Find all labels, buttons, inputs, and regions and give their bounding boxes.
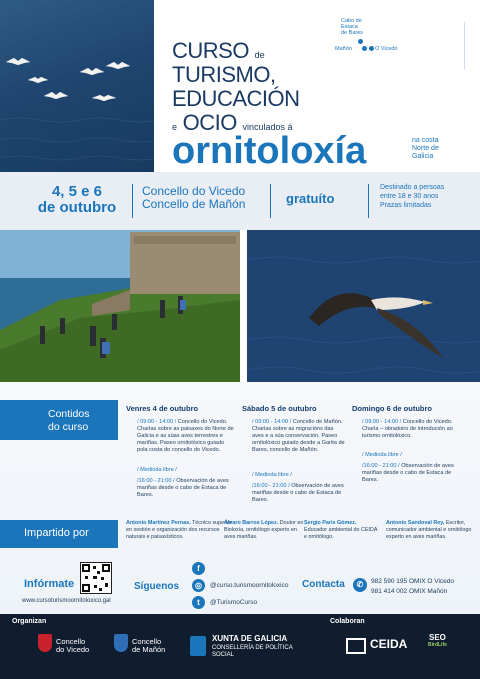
venues: Concello do Vicedo Concello de Mañón (142, 184, 246, 211)
day1-title: Venres 4 de outubro (126, 404, 199, 413)
map-label-vicedo: O Vicedo (375, 46, 398, 52)
facebook-icon[interactable]: f (192, 562, 205, 575)
website-link[interactable]: www.cursoturismoornitoloxico.gal (22, 598, 111, 604)
title-turismo: TURISMO, (172, 62, 276, 87)
day3-afternoon: /16:00 - 21:00 / Observación de aves mariñas desde o cabo de Estaca de Bares. (362, 463, 454, 483)
twitter-handle[interactable]: @TurismoCurso (210, 599, 258, 606)
day2-title: Sábado 5 de outubro (242, 404, 317, 413)
map-label-manon: Mañón (335, 46, 352, 52)
teacher-3: Sergio Paris Gómez. Educador ambiental do CEIDA e ornitólogo. (304, 520, 378, 540)
day2-break: / Medioda libre / (252, 472, 292, 478)
map-coastline (464, 22, 465, 70)
seabirds-photo (0, 0, 154, 172)
map-label-cabo: Cabo de Estaca de Bares (341, 18, 364, 37)
info-band (0, 172, 480, 230)
coastal-hill-illustration (0, 230, 240, 382)
teachers-heading: Impartido por (0, 520, 118, 548)
footer (0, 614, 480, 679)
teacher-1: Antonio Martínez Pernas. Técnico superior en xestión e organización dos recursos naturais e paisaxísticos. (126, 520, 232, 540)
collaborators-label: Colaboran (330, 618, 365, 625)
title-location: na costa Norte de Galicia (412, 137, 439, 161)
muni-vicedo: Concello do Vicedo (56, 637, 90, 655)
follow-label: Síguenos (134, 581, 180, 592)
manon-crest-icon (114, 634, 128, 652)
contents-heading: Contidos do curso (0, 400, 118, 440)
day3-title: Domingo 6 de outubro (352, 404, 432, 413)
shearwater-illustration (247, 230, 480, 382)
ceida-logo-icon (346, 638, 366, 654)
gulls-illustration (0, 0, 154, 172)
vicedo-crest-icon (38, 634, 52, 652)
day3-break: / Medioda libre / (362, 452, 402, 458)
title-curso: CURSO de (172, 38, 265, 63)
phone-icon: ✆ (353, 578, 367, 592)
teacher-2: Álvaro Barros López. Doutor en Bioloxía, ornitólogo experto en aves mariñas. (224, 520, 304, 540)
contact-label: Contacta (302, 579, 345, 590)
instagram-handle[interactable]: @curso.turismoornitoloxico (210, 582, 289, 589)
day2-afternoon: /16:00 - 21:00 / Observación de aves mariñas desde o cabo de Estaca de Bares. (252, 483, 344, 503)
teacher-4: Antonio Sandoval Rey. Escritor, comunicador ambiental e ornitólogo experto en aves mariñas. (386, 520, 472, 540)
qr-code-icon (81, 563, 111, 593)
title-ornitoloxia: ornitoloxía (172, 130, 367, 172)
informate-label: Infórmate (24, 578, 75, 590)
course-content-section (0, 382, 480, 614)
muni-manon: Concello de Mañón (132, 637, 166, 655)
day1-morning: / 09:00 - 14:00 / Concello do Vicedo. Charlas sobre as paisaxes do Norte de Galicia e as súas aves terrestres e mariñas. Paseo ornitolóxico guiado pola costa do concello do Vicedo. (137, 419, 234, 453)
band-divider-2 (270, 184, 271, 218)
free-label: gratuíto (286, 191, 335, 206)
xunta-name: XUNTA DE GALICIA (212, 634, 288, 643)
audience: Destinado a persoas entre 18 e 30 anos Prazas limitadas (380, 184, 445, 209)
observers-photo (0, 230, 240, 382)
xunta-logo-icon (190, 636, 206, 656)
day1-afternoon: /16:00 - 21:00 / Observación de aves mariñas desde o cabo de Estaca de Bares. (137, 478, 229, 498)
seo-logo: SEO BirdLife (428, 633, 447, 648)
phone-numbers: 982 590 195 OMIX O Vicedo 981 414 002 OMIX Mañón (371, 578, 454, 596)
map-marker-bares (358, 39, 363, 44)
ceida-name: CEIDA (370, 637, 408, 651)
dates: 4, 5 e 6 de outubro (37, 183, 117, 216)
map-marker-manon (362, 46, 367, 51)
day2-morning: / 09:00 - 14:00 / Concello de Mañón. Charlas sobre as migracións das aves e a súa conservación. Paseo ornitolóxico guiado desde a Garita de Bares, concello de Mañón. (252, 419, 345, 453)
qr-code[interactable] (80, 562, 112, 594)
title-educacion: EDUCACIÓN (172, 86, 300, 111)
band-divider-1 (132, 184, 133, 218)
day3-morning: / 09:00 - 14:00 / Concello do Vicedo. Charla – obradoiro de introdución ao turismo ornitolóxico. (362, 419, 453, 439)
title-ocio: e OCIO vinculados á (172, 110, 293, 135)
shearwater-photo (247, 230, 480, 382)
map-marker-vicedo (369, 46, 374, 51)
conselleria-name: CONSELLERÍA DE POLÍTICA SOCIAL (212, 645, 293, 659)
organizers-label: Organizan (12, 618, 47, 625)
day1-break: / Medioda libre / (137, 467, 177, 473)
twitter-icon[interactable]: t (192, 596, 205, 609)
instagram-icon[interactable]: ◎ (192, 579, 205, 592)
band-divider-3 (368, 184, 369, 218)
